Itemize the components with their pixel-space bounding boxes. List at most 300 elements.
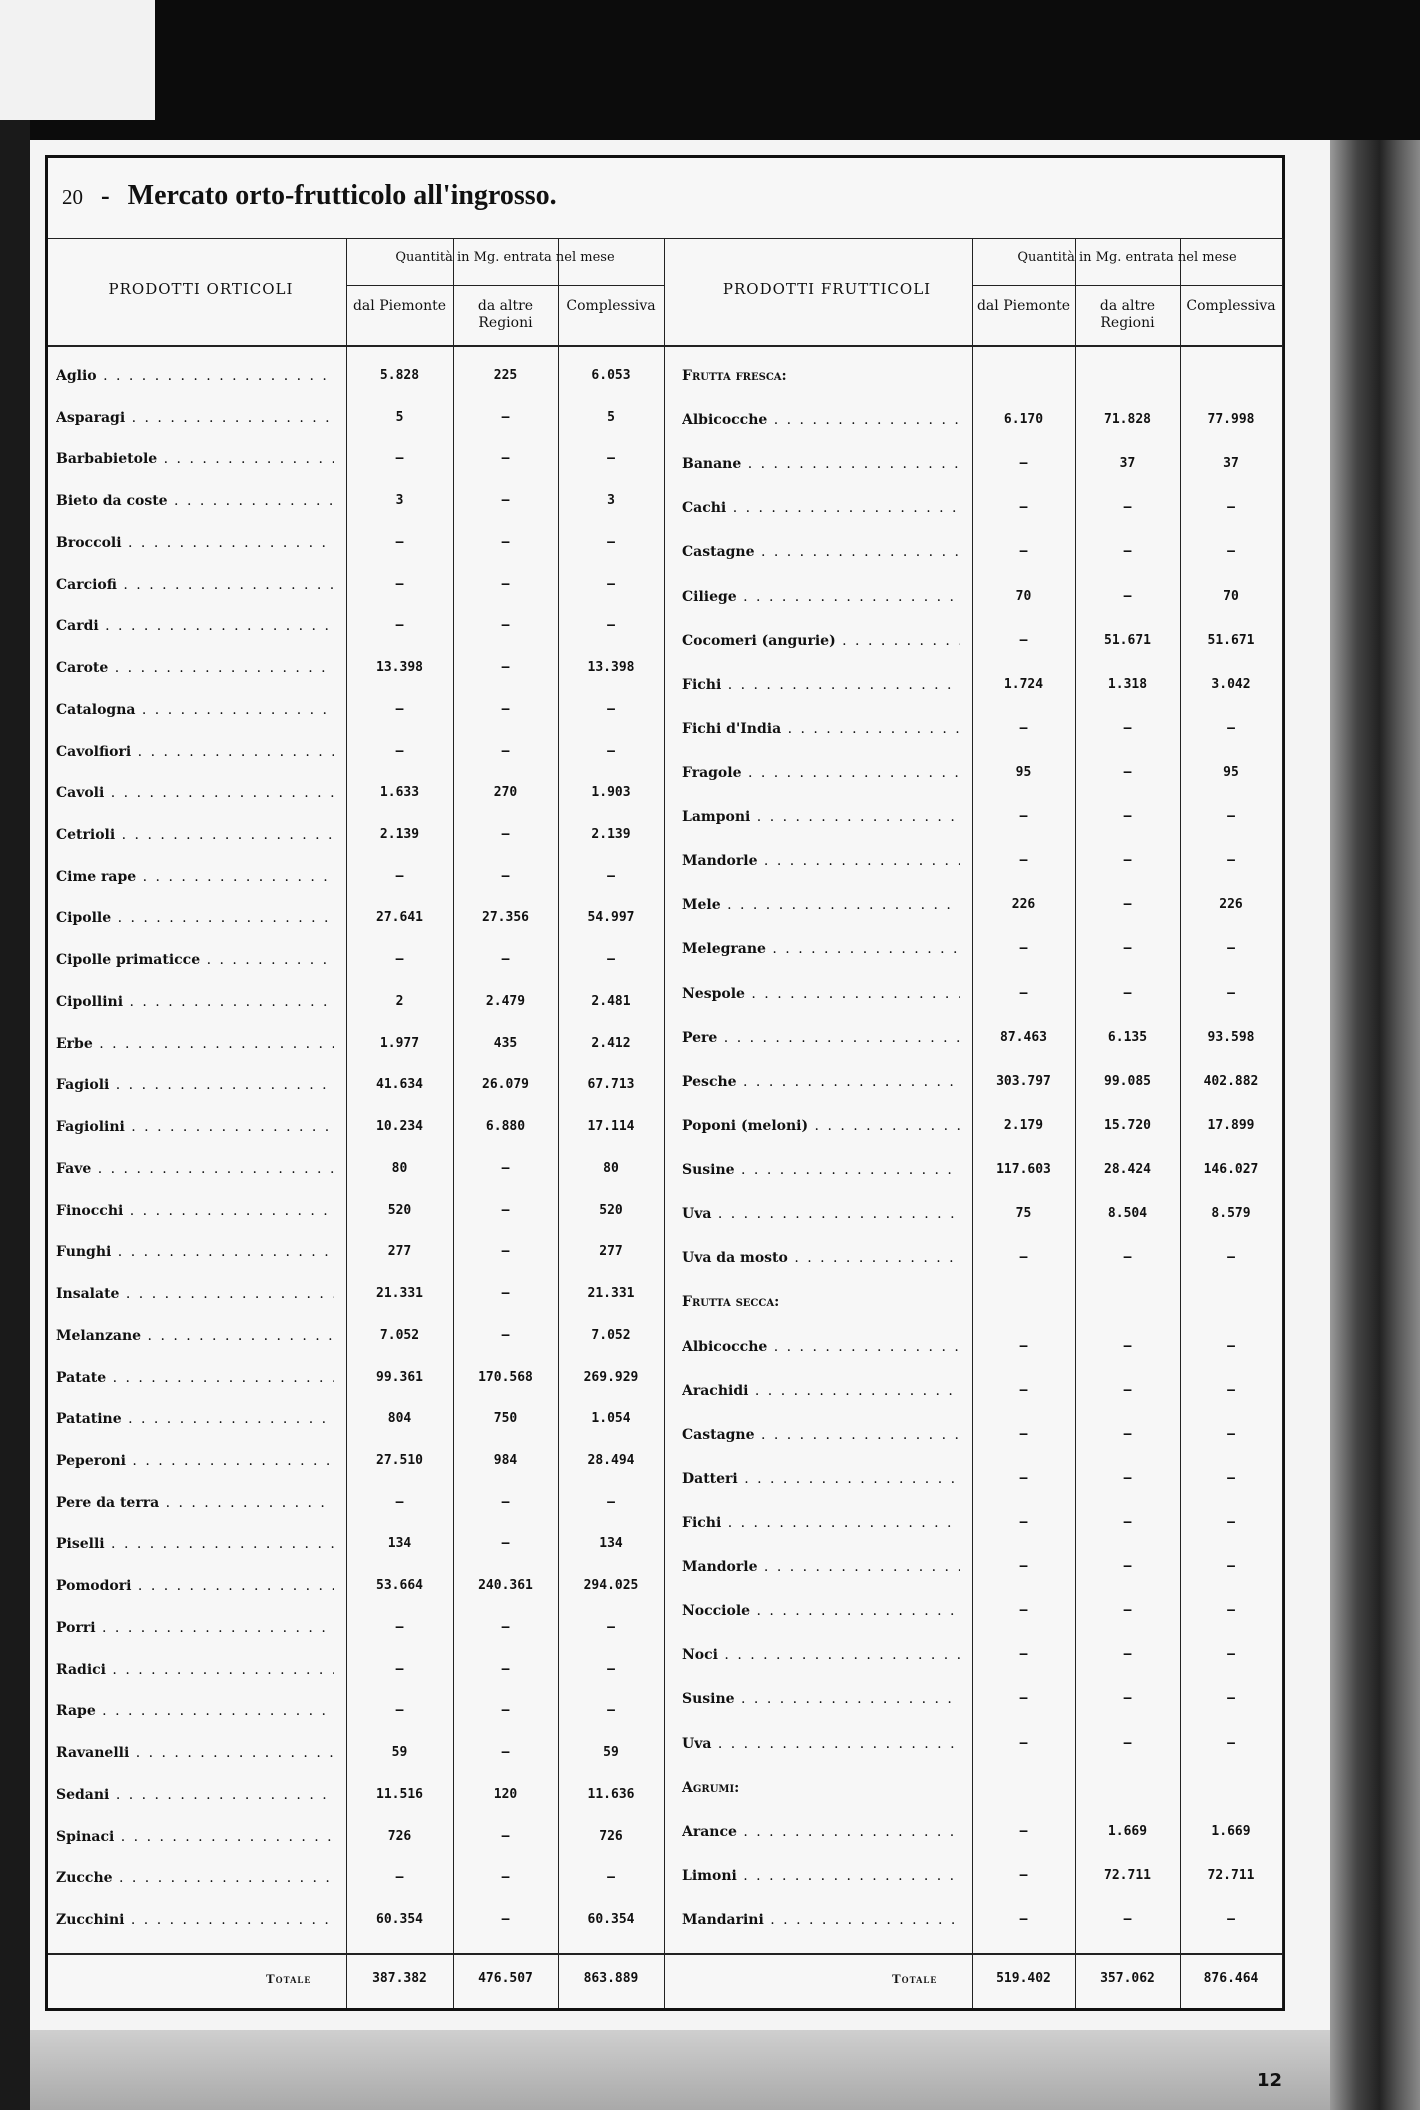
- right-table-row: [682, 1027, 1282, 1049]
- right-value-col3: —: [1227, 853, 1235, 869]
- left-product-name: Patatine . . .: [56, 1408, 334, 1430]
- left-table-row: [56, 657, 664, 679]
- left-product-name: Porri . . .: [56, 1617, 334, 1639]
- left-value-col3: —: [607, 618, 615, 634]
- right-value-col1: —: [1019, 1514, 1028, 1530]
- left-product-name: Carote . . .: [56, 657, 334, 679]
- left-value-col2: —: [501, 1912, 510, 1927]
- left-value-col2: —: [501, 1327, 510, 1343]
- left-value-col3: 269.929: [583, 1369, 639, 1385]
- right-value-col2: 71.828: [1104, 412, 1151, 428]
- left-value-col3: 5: [607, 409, 615, 425]
- right-table-row: [682, 1468, 1282, 1490]
- right-value-col1: —: [1019, 1426, 1028, 1442]
- left-value-col2: —: [501, 1536, 510, 1552]
- right-table-row: [682, 806, 1282, 828]
- left-table-row: [56, 1283, 664, 1305]
- left-value-col3: 294.025: [583, 1578, 639, 1594]
- left-product-name: Insalate . . .: [56, 1283, 334, 1305]
- left-value-col1: 10.234: [376, 1119, 423, 1135]
- right-group-header: Quantità in Mg. entrata nel mese: [1017, 250, 1237, 265]
- right-product-name: Pesche . . .: [682, 1071, 960, 1093]
- left-value-col3: —: [607, 1619, 615, 1635]
- right-product-name: Arachidi . . .: [682, 1380, 960, 1402]
- right-value-col2: —: [1123, 720, 1132, 736]
- left-value-col2: 26.079: [482, 1077, 529, 1093]
- right-value-col3: 226: [1219, 897, 1243, 913]
- left-value-col1: —: [395, 618, 404, 634]
- left-product-name: Cavoli . . .: [56, 782, 334, 804]
- right-col-header-1: dal Piemonte: [976, 298, 1071, 314]
- left-table-row: [56, 1867, 664, 1889]
- left-value-col1: 59: [391, 1745, 408, 1761]
- left-product-name: Carciofi . . .: [56, 574, 334, 596]
- right-value-col1: —: [1019, 456, 1028, 472]
- right-product-name: Mele . . .: [682, 894, 960, 916]
- right-value-col2: 8.504: [1107, 1206, 1148, 1222]
- left-table-row: [56, 991, 664, 1013]
- left-product-name: Asparagi . . .: [56, 407, 334, 429]
- left-value-col3: 1.903: [591, 785, 631, 801]
- left-value-col2: —: [501, 1286, 510, 1302]
- left-value-col1: 134: [387, 1536, 412, 1552]
- right-value-col3: 402.882: [1203, 1073, 1259, 1089]
- page-number: 20: [62, 185, 83, 209]
- left-value-col1: —: [395, 868, 404, 884]
- right-product-name: Fichi d'India . . .: [682, 718, 960, 740]
- right-value-col3: —: [1227, 544, 1235, 560]
- left-product-name: Patate . . .: [56, 1367, 334, 1389]
- right-value-col1: —: [1019, 1382, 1028, 1398]
- right-value-col3: —: [1227, 720, 1235, 736]
- rule-header-bottom: [48, 345, 1282, 347]
- right-value-col1: 226: [1011, 897, 1036, 913]
- right-value-col2: —: [1123, 809, 1132, 825]
- right-section-row: [682, 365, 1282, 387]
- left-col-header-3: Complessiva: [566, 298, 656, 314]
- scan-top-border: [0, 0, 1420, 140]
- right-table-row: [682, 1336, 1282, 1358]
- left-value-col2: 6.880: [485, 1119, 526, 1135]
- right-value-col3: —: [1227, 1691, 1235, 1707]
- left-value-col1: —: [395, 1870, 404, 1886]
- left-value-col3: 6.053: [591, 368, 631, 383]
- left-value-col1: 41.634: [376, 1077, 423, 1093]
- right-product-name: Melegrane . . .: [682, 938, 960, 960]
- right-value-col1: —: [1019, 1559, 1028, 1575]
- right-value-col1: —: [1019, 1603, 1028, 1619]
- left-table-row: [56, 949, 664, 971]
- left-product-name: Barbabietole . . .: [56, 448, 334, 470]
- right-table-row: [682, 541, 1282, 563]
- right-value-col1: —: [1019, 853, 1028, 869]
- right-value-col2: —: [1123, 1382, 1132, 1398]
- right-value-col2: 51.671: [1104, 632, 1151, 648]
- right-value-col3: —: [1227, 1338, 1235, 1354]
- right-table-row: [682, 1247, 1282, 1269]
- left-col-header-1: dal Piemonte: [352, 298, 447, 314]
- right-value-col1: —: [1019, 1735, 1028, 1751]
- left-product-name: Broccoli . . .: [56, 532, 334, 554]
- right-value-col2: —: [1123, 1470, 1132, 1486]
- left-table-row: [56, 1158, 664, 1180]
- page-header: [62, 180, 557, 220]
- scan-right-edge: [1330, 140, 1420, 2110]
- right-table-row: [682, 1821, 1282, 1843]
- right-table-row: [682, 718, 1282, 740]
- right-product-name: Ciliege . . .: [682, 586, 960, 608]
- left-value-col2: —: [501, 1160, 510, 1176]
- left-value-col3: 2.139: [591, 827, 631, 843]
- left-total-label: Totale: [266, 1971, 312, 1986]
- right-product-name: Limoni . . .: [682, 1865, 960, 1887]
- left-value-col3: 1.054: [591, 1411, 631, 1427]
- left-product-name: Cime rape . . .: [56, 866, 334, 888]
- right-product-name: Datteri . . .: [682, 1468, 960, 1490]
- left-value-col1: 726: [387, 1828, 412, 1844]
- right-product-name: Arance . . .: [682, 1821, 960, 1843]
- left-value-col1: 80: [391, 1160, 408, 1176]
- right-table-row: [682, 938, 1282, 960]
- right-value-col2: —: [1123, 1514, 1132, 1530]
- left-value-col3: 28.494: [587, 1452, 635, 1468]
- left-table-row: [56, 1492, 664, 1514]
- left-value-col3: 80: [603, 1160, 619, 1176]
- right-value-col3: 17.899: [1207, 1117, 1255, 1133]
- left-value-col2: —: [501, 1202, 510, 1218]
- right-col-header-3: Complessiva: [1186, 298, 1276, 314]
- left-value-col3: —: [607, 1703, 615, 1719]
- page-title: Mercato orto-frutticolo all'ingrosso.: [127, 180, 557, 211]
- left-value-col1: 2.139: [379, 827, 420, 843]
- left-table-row: [56, 1659, 664, 1681]
- left-value-col3: —: [607, 451, 615, 467]
- left-product-name: Pere da terra . . .: [56, 1492, 334, 1514]
- left-table-row: [56, 1450, 664, 1472]
- left-value-col2: —: [501, 1494, 510, 1510]
- right-value-col3: —: [1227, 985, 1235, 1001]
- left-table-row: [56, 782, 664, 804]
- right-section-row: [682, 1291, 1282, 1313]
- left-value-col3: —: [607, 743, 615, 759]
- left-product-name: Pomodori . . .: [56, 1575, 334, 1597]
- rule-total-top: [48, 1953, 1282, 1955]
- left-table-row: [56, 907, 664, 929]
- right-product-name: Uva da mosto . . .: [682, 1247, 960, 1269]
- right-value-col2: —: [1123, 985, 1132, 1001]
- left-value-col2: —: [501, 1703, 510, 1719]
- right-product-name: Nespole . . .: [682, 983, 960, 1005]
- left-value-col2: —: [501, 1244, 510, 1260]
- left-value-col3: 3: [607, 493, 615, 509]
- left-product-name: Aglio . . .: [56, 365, 334, 387]
- right-value-col2: 15.720: [1104, 1117, 1151, 1133]
- left-value-col3: 59: [603, 1745, 619, 1761]
- left-value-col1: 99.361: [376, 1369, 423, 1385]
- right-table-row: [682, 1115, 1282, 1137]
- right-value-col1: —: [1019, 544, 1028, 560]
- left-value-col3: 2.412: [591, 1035, 631, 1051]
- left-total-col3: 863.889: [583, 1971, 639, 1986]
- left-product-name: Cipolle . . .: [56, 907, 334, 929]
- left-value-col3: 67.713: [587, 1077, 635, 1093]
- left-value-col1: 60.354: [376, 1912, 423, 1927]
- right-table-row: [682, 409, 1282, 431]
- right-value-col3: 95: [1223, 765, 1239, 781]
- right-value-col1: —: [1019, 1823, 1028, 1839]
- left-table-row: [56, 1200, 664, 1222]
- left-value-col1: 5: [395, 409, 404, 425]
- right-value-col1: 303.797: [996, 1073, 1051, 1089]
- left-value-col1: 21.331: [376, 1286, 423, 1302]
- left-product-name: Peperoni . . .: [56, 1450, 334, 1472]
- left-table-row: [56, 1533, 664, 1555]
- right-table-row: [682, 894, 1282, 916]
- right-total-col1: 519.402: [996, 1971, 1051, 1986]
- right-value-col3: —: [1227, 500, 1235, 516]
- right-value-col1: —: [1019, 1867, 1028, 1883]
- left-table-row: [56, 490, 664, 512]
- right-product-name: Lamponi . . .: [682, 806, 960, 828]
- right-value-col1: —: [1019, 941, 1028, 957]
- left-value-col3: 11.636: [587, 1786, 635, 1802]
- left-value-col1: 53.664: [376, 1578, 423, 1594]
- right-product-name: Castagne . . .: [682, 1424, 960, 1446]
- right-table-row: [682, 1203, 1282, 1225]
- left-product-name: Fagiolini . . .: [56, 1116, 334, 1138]
- left-value-col3: —: [607, 952, 615, 968]
- right-value-col2: 1.669: [1107, 1823, 1148, 1839]
- right-value-col2: 6.135: [1107, 1029, 1148, 1045]
- left-value-col2: 270: [493, 785, 518, 801]
- left-value-col1: 11.516: [376, 1786, 423, 1802]
- right-table-row: [682, 983, 1282, 1005]
- right-product-name: Banane . . .: [682, 453, 960, 475]
- right-product-name: Albicocche . . .: [682, 409, 960, 431]
- left-value-col2: —: [501, 952, 510, 968]
- left-value-col2: —: [501, 1745, 510, 1761]
- left-value-col2: 240.361: [478, 1578, 533, 1594]
- left-col-header-2: da altre Regioni: [477, 298, 534, 331]
- left-value-col3: 54.997: [587, 910, 635, 926]
- right-value-col3: —: [1227, 1603, 1235, 1619]
- right-value-col1: —: [1019, 1338, 1028, 1354]
- right-value-col3: —: [1227, 941, 1235, 957]
- right-value-col3: 3.042: [1211, 676, 1251, 692]
- left-value-col2: —: [501, 1619, 510, 1635]
- left-product-name: Piselli . . .: [56, 1533, 334, 1555]
- left-value-col1: 3: [395, 493, 404, 509]
- right-value-col2: —: [1123, 1338, 1132, 1354]
- right-value-col1: —: [1019, 809, 1028, 825]
- right-value-col3: —: [1227, 1426, 1235, 1442]
- scan-left-edge: [0, 120, 30, 2110]
- right-product-name: Mandorle . . .: [682, 1556, 960, 1578]
- left-product-name: Catalogna . . .: [56, 699, 334, 721]
- left-total-col1: 387.382: [372, 1971, 427, 1986]
- right-value-col2: —: [1123, 1603, 1132, 1619]
- left-value-col3: —: [607, 1870, 615, 1886]
- left-table-row: [56, 1116, 664, 1138]
- left-value-col2: —: [501, 868, 510, 884]
- left-table-row: [56, 1784, 664, 1806]
- left-value-col2: —: [501, 660, 510, 676]
- right-table-row: [682, 1380, 1282, 1402]
- header-dash: -: [101, 181, 110, 210]
- left-value-col2: 435: [493, 1035, 518, 1051]
- right-value-col3: 1.669: [1211, 1823, 1251, 1839]
- right-product-name: Fragole . . .: [682, 762, 960, 784]
- right-value-col1: 6.170: [1003, 412, 1044, 428]
- right-product-name: Poponi (meloni) . . .: [682, 1115, 960, 1137]
- left-product-name: Cipollini . . .: [56, 991, 334, 1013]
- left-value-col3: —: [607, 868, 615, 884]
- right-value-col2: —: [1123, 765, 1132, 781]
- right-product-name: Pere . . .: [682, 1027, 960, 1049]
- right-value-col3: 93.598: [1207, 1029, 1255, 1045]
- left-product-name: Rape . . .: [56, 1700, 334, 1722]
- left-value-col3: 520: [599, 1202, 623, 1218]
- right-section-label: Frutta secca:: [682, 1294, 780, 1311]
- left-group-underline: [346, 285, 664, 286]
- left-value-col3: 134: [599, 1536, 623, 1552]
- right-table-row: [682, 1424, 1282, 1446]
- left-product-name: Zucchini . . .: [56, 1909, 334, 1931]
- right-col-header-2: da altre Regioni: [1099, 298, 1156, 331]
- rule-top: [48, 238, 1282, 239]
- right-section-label: Frutta fresca:: [682, 368, 787, 384]
- left-product-name: Fave . . .: [56, 1158, 334, 1180]
- scan-bottom-shade: [30, 2030, 1330, 2110]
- right-value-col1: 75: [1015, 1206, 1032, 1222]
- left-value-col1: 804: [387, 1411, 412, 1427]
- left-value-col1: —: [395, 743, 404, 759]
- left-table-row: [56, 407, 664, 429]
- left-value-col1: 27.510: [376, 1452, 423, 1468]
- left-product-name: Cardi . . .: [56, 615, 334, 637]
- left-product-name: Erbe . . .: [56, 1033, 334, 1055]
- left-product-name: Cipolle primaticce . . .: [56, 949, 334, 971]
- right-value-col2: —: [1123, 544, 1132, 560]
- right-value-col1: —: [1019, 1912, 1028, 1927]
- right-value-col3: —: [1227, 1912, 1235, 1927]
- right-value-col2: —: [1123, 588, 1132, 604]
- left-value-col1: —: [395, 952, 404, 968]
- left-value-col3: 2.481: [591, 993, 631, 1009]
- left-value-col2: —: [501, 576, 510, 592]
- right-value-col2: —: [1123, 1691, 1132, 1707]
- right-value-col2: —: [1123, 897, 1132, 913]
- left-value-col2: —: [501, 1828, 510, 1844]
- left-product-name: Funghi . . .: [56, 1241, 334, 1263]
- right-value-col3: —: [1227, 1382, 1235, 1398]
- left-value-col2: 27.356: [482, 910, 529, 926]
- right-value-col1: 70: [1015, 588, 1032, 604]
- right-value-col1: —: [1019, 1691, 1028, 1707]
- right-table-row: [682, 1733, 1282, 1755]
- right-table-row: [682, 674, 1282, 696]
- left-product-name: Finocchi . . .: [56, 1200, 334, 1222]
- left-group-header: Quantità in Mg. entrata nel mese: [395, 250, 615, 265]
- left-value-col2: 2.479: [485, 993, 526, 1009]
- left-value-col3: —: [607, 576, 615, 592]
- right-table-row: [682, 1865, 1282, 1887]
- right-product-name: Cocomeri (angurie) . . .: [682, 630, 960, 652]
- left-table-row: [56, 824, 664, 846]
- right-value-col3: —: [1227, 1559, 1235, 1575]
- right-value-col1: —: [1019, 1470, 1028, 1486]
- right-value-col2: —: [1123, 1426, 1132, 1442]
- left-value-col3: 7.052: [591, 1327, 631, 1343]
- left-title: PRODOTTI ORTICOLI: [108, 280, 294, 298]
- left-value-col3: —: [607, 1494, 615, 1510]
- right-table-row: [682, 1556, 1282, 1578]
- left-value-col2: —: [501, 618, 510, 634]
- right-value-col1: 95: [1015, 765, 1032, 781]
- right-product-name: Fichi . . .: [682, 1512, 960, 1534]
- right-value-col1: —: [1019, 720, 1028, 736]
- left-value-col2: 984: [493, 1452, 518, 1468]
- right-product-name: Mandorle . . .: [682, 850, 960, 872]
- scan-corner: [0, 0, 155, 120]
- left-table-row: [56, 615, 664, 637]
- left-value-col1: —: [395, 576, 404, 592]
- left-value-col3: —: [607, 701, 615, 717]
- left-value-col1: 520: [387, 1202, 412, 1218]
- left-product-name: Zucche . . .: [56, 1867, 334, 1889]
- left-value-col3: 60.354: [587, 1912, 635, 1927]
- left-table-row: [56, 1575, 664, 1597]
- left-value-col1: 5.828: [379, 368, 420, 383]
- page-badge: 12: [1257, 2070, 1283, 2091]
- right-table-row: [682, 1909, 1282, 1931]
- right-product-name: Susine . . .: [682, 1159, 960, 1181]
- left-value-col3: 277: [599, 1244, 623, 1260]
- right-table-row: [682, 630, 1282, 652]
- right-value-col2: —: [1123, 1559, 1132, 1575]
- left-value-col2: 170.568: [478, 1369, 533, 1385]
- right-value-col3: 37: [1223, 456, 1239, 472]
- left-product-name: Cavolfiori . . .: [56, 741, 334, 763]
- left-value-col1: —: [395, 451, 404, 467]
- left-table-row: [56, 1074, 664, 1096]
- left-value-col2: —: [501, 493, 510, 509]
- left-value-col1: 277: [387, 1244, 412, 1260]
- left-value-col1: 2: [395, 993, 404, 1009]
- left-value-col3: —: [607, 534, 615, 550]
- left-table-row: [56, 866, 664, 888]
- left-value-col1: 13.398: [376, 660, 423, 676]
- left-table-row: [56, 1826, 664, 1848]
- right-value-col2: 37: [1119, 456, 1136, 472]
- right-group-underline: [972, 285, 1282, 286]
- left-table-row: [56, 1742, 664, 1764]
- left-table-row: [56, 1367, 664, 1389]
- left-table-row: [56, 1617, 664, 1639]
- left-value-col2: 120: [493, 1786, 518, 1802]
- right-product-name: Fichi . . .: [682, 674, 960, 696]
- left-value-col3: 21.331: [587, 1286, 635, 1302]
- left-value-col2: —: [501, 451, 510, 467]
- left-value-col1: —: [395, 701, 404, 717]
- right-value-col2: 99.085: [1104, 1073, 1151, 1089]
- left-value-col3: —: [607, 1661, 615, 1677]
- right-total-col2: 357.062: [1100, 1971, 1155, 1986]
- right-table-row: [682, 1159, 1282, 1181]
- left-value-col2: —: [501, 701, 510, 717]
- left-table-row: [56, 1408, 664, 1430]
- right-value-col2: 1.318: [1107, 676, 1148, 692]
